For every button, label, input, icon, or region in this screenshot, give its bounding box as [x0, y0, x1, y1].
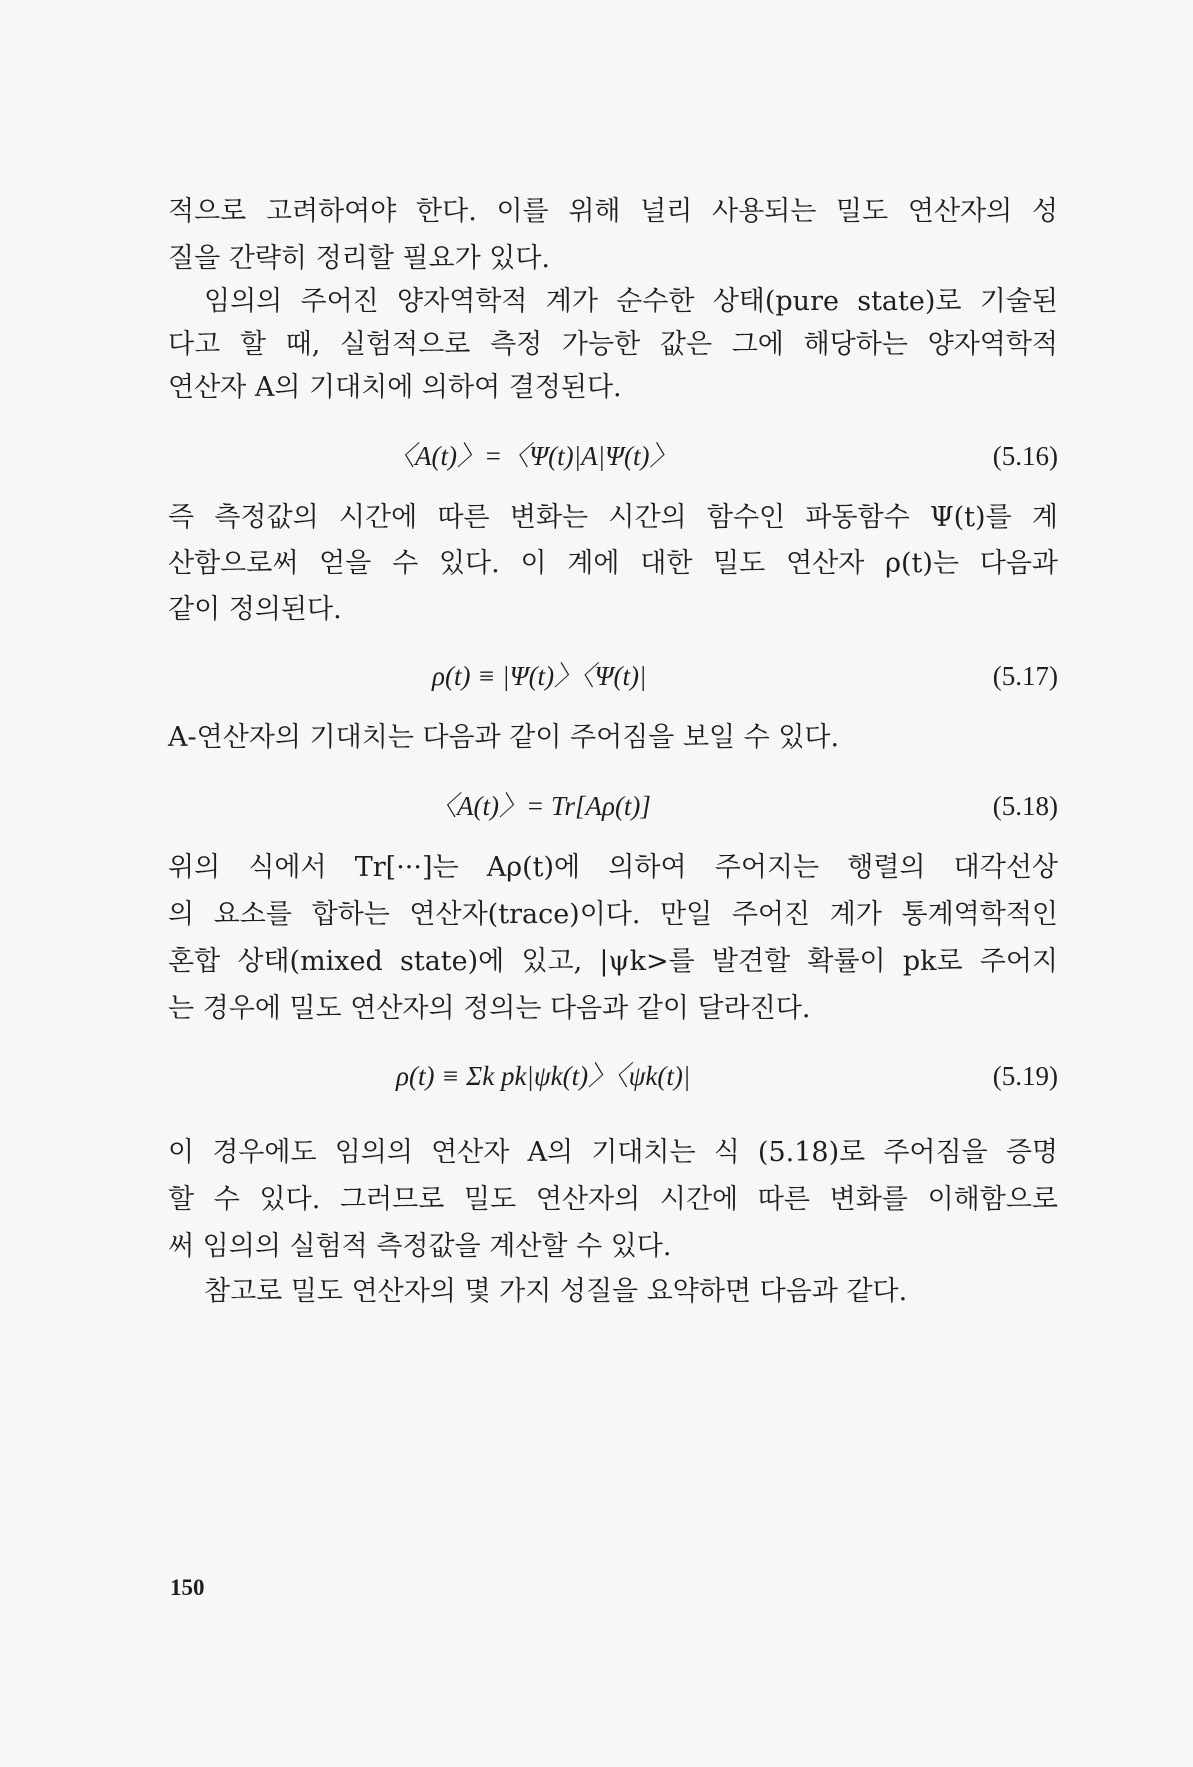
equation-number: (5.17) [992, 661, 1058, 691]
text-line: 참고로 밀도 연산자의 몇 가지 성질을 요약하면 다음과 같다. [204, 1276, 908, 1307]
equation-number: (5.18) [992, 791, 1058, 821]
equation-5-19: ρ(t) ≡ Σk pk|ψk(t)〉〈ψk(t)| [396, 1061, 691, 1091]
text-line: 의 요소를 합하는 연산자(trace)이다. 만일 주어진 계가 통계역학적인 [168, 899, 1058, 930]
text-line: 써 임의의 실험적 측정값을 계산할 수 있다. [168, 1231, 672, 1262]
equation-5-17: ρ(t) ≡ |Ψ(t)〉〈Ψ(t)| [432, 661, 647, 691]
text-line: 산함으로써 얻을 수 있다. 이 계에 대한 밀도 연산자 ρ(t)는 다음과 [168, 548, 1058, 579]
text-line: 연산자 A의 기대치에 의하여 결정된다. [168, 372, 622, 403]
equation-5-16: 〈A(t)〉=〈Ψ(t)|A|Ψ(t)〉 [388, 441, 677, 471]
page-number: 150 [170, 1575, 205, 1600]
equation-5-18: 〈A(t)〉= Tr[Aρ(t)] [430, 791, 651, 821]
equation-number: (5.16) [992, 441, 1058, 471]
text-line: 질을 간략히 정리할 필요가 있다. [168, 243, 550, 274]
text-line: 다고 할 때, 실험적으로 측정 가능한 값은 그에 해당하는 양자역학적 [168, 329, 1058, 360]
text-line: A-연산자의 기대치는 다음과 같이 주어짐을 보일 수 있다. [168, 722, 840, 753]
text-line: 이 경우에도 임의의 연산자 A의 기대치는 식 (5.18)로 주어짐을 증명 [168, 1137, 1058, 1168]
equation-number: (5.19) [992, 1061, 1058, 1091]
text-line: 혼합 상태(mixed state)에 있고, |ψk>를 발견할 확률이 pk로 주어지 [168, 946, 1058, 977]
text-line: 할 수 있다. 그러므로 밀도 연산자의 시간에 따른 변화를 이해함으로 [168, 1184, 1058, 1215]
text-line: 위의 식에서 Tr[···]는 Aρ(t)에 의하여 주어지는 행렬의 대각선상 [168, 852, 1058, 883]
text-line: 는 경우에 밀도 연산자의 정의는 다음과 같이 달라진다. [168, 993, 811, 1024]
text-line: 즉 측정값의 시간에 따른 변화는 시간의 함수인 파동함수 Ψ(t)를 계 [168, 502, 1058, 533]
text-line: 같이 정의된다. [168, 594, 342, 625]
text-line: 임의의 주어진 양자역학적 계가 순수한 상태(pure state)로 기술된 [204, 286, 1058, 317]
text-line: 적으로 고려하여야 한다. 이를 위해 널리 사용되는 밀도 연산자의 성 [168, 196, 1058, 227]
